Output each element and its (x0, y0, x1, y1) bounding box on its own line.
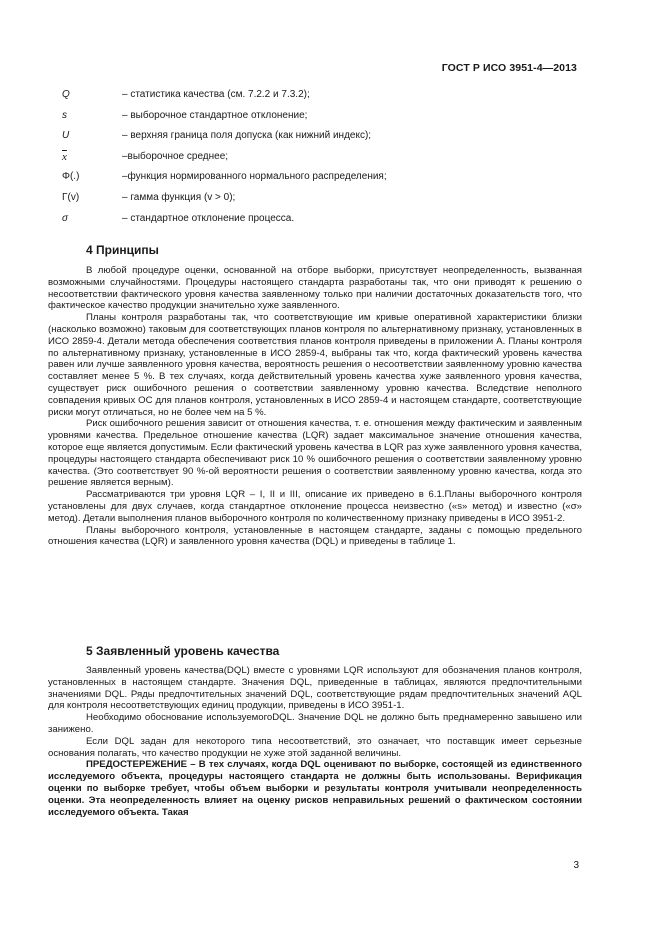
definition-description: – стандартное отклонение процесса. (122, 212, 295, 224)
paragraph: Если DQL задан для некоторого типа несоответствий, это означает, что поставщик имеет серьезные основания полагать, что качество продукции не хуже этой заданной величины. (48, 735, 582, 759)
definition-row (62, 150, 582, 171)
definition-description: –выборочное среднее; (122, 150, 229, 162)
definition-row (62, 109, 582, 130)
definition-symbol: s (62, 109, 67, 121)
definition-description: –функция нормированного нормального распределения; (122, 171, 387, 183)
section-4-title: 4 Принципы (86, 243, 159, 257)
section-5-body (48, 665, 582, 818)
paragraph: В любой процедуре оценки, основанной на отборе выборки, присутствует неопределенность, вызванная возможными случайностями. Процедуры настоящего стандарта разработаны так, что они приводят к решению о несоответствии фактического уровня качества заявленному только при наличии достаточных доказательств того, что фактическое качество продукции значительно хуже заявленного. (48, 265, 582, 312)
symbol-definitions-list (62, 88, 582, 232)
definition-row (62, 191, 582, 212)
paragraph: Заявленный уровень качества(DQL) вместе с уровнями LQR используют для обозначения планов контроля, установленных в настоящем стандарте. Значения DQL, приведенные в таблицах, являются предпочтительными значениями DQL. Ряды предпочтительных значений DQL, соответствующие рядам предпочтительных значений AQL для контроля несоответствующих единиц продукции, приведены в ИСО 3951-1. (48, 665, 582, 712)
definition-row (62, 170, 582, 191)
document-code-header: ГОСТ Р ИСО 3951-4—2013 (441, 62, 577, 74)
definition-description: – гамма функция (v > 0); (122, 191, 236, 203)
warning-paragraph: ПРЕДОСТЕРЕЖЕНИЕ – В тех случаях, когда DQL оценивают по выборке, состоящей из единственного исследуемого объекта, процедуры настоящего стандарта не должны быть использованы. Верификация оценки по выборке требует, чтобы объем выборки и результаты контроля учитывали неопределенность оценки. Эта неопределенность влияет на оценку рисков неправильных решений о фактическом состоянии исследуемого объекта. Такая (48, 759, 582, 818)
paragraph: Планы выборочного контроля, установленные в настоящем стандарте, заданы с помощью предельного отношения качества (LQR) и заявленного уровня качества (DQL) и приведены в таблице 1. (48, 524, 582, 548)
definition-symbol: Φ(.) (62, 171, 80, 183)
definition-row (62, 129, 582, 150)
definition-symbol: Γ(v) (62, 191, 80, 203)
definition-description: – верхняя граница поля допуска (как нижний индекс); (122, 130, 372, 142)
page-number: 3 (573, 860, 579, 871)
definition-row (62, 88, 582, 109)
paragraph: Планы контроля разработаны так, что соответствующие им кривые оперативной характеристики близки (насколько возможно) таковым для соответствующих планов контроля по альтернативному признаку, установленных в ИСО 2859-4. Детали метода обеспечения соответствия планов контроля приведены в приложении А. Планы контроля по альтернативному признаку, установленные в ИСО 2859-4, выбраны так что, когда фактический уровень качества равен или лучше заявленного уровня качества, вероятность решения о несоответствии заявленному уровню качества составляет менее 5 %. В тех случаях, когда действительный уровень качества хуже заявленного уровня качества, существует риск ошибочного решения о соответствии заявленному уровню качества. Вследствие неполного совпадения кривых ОС для планов контроля, установленных в ИСО 2859-4 и настоящем стандарте, соответствующие риски могут отличаться, но не более чем на 5 %. (48, 312, 582, 418)
section-5-title: 5 Заявленный уровень качества (86, 644, 280, 658)
definition-symbol: σ (62, 212, 69, 224)
paragraph: Рассматриваются три уровня LQR – I, II и III, описание их приведено в 6.1.Планы выборочного контроля установлены для двух случаев, когда стандартное отклонение процесса неизвестно («s» метод) и известно («σ» метод). Детали выполнения планов выборочного контроля по количественному признаку приведены в ИСО 3951-2. (48, 489, 582, 524)
paragraph: Риск ошибочного решения зависит от отношения качества, т. е. отношения между фактическим и заявленным уровнями качества. Предельное отношение качества (LQR) задает максимальное значение отношения качества, которое еще является допустимым. Если фактический уровень качества в LQR раз хуже заявленного уровня качества, процедуры настоящего стандарта обеспечивают риск 10 % ошибочного решения о соответствии заявленному уровню качества. (Это соответствует 90 %-ой вероятности решения о соответствии заявленному уровню качества, когда это решение является верным). (48, 418, 582, 489)
definition-description: – статистика качества (см. 7.2.2 и 7.3.2); (122, 89, 310, 100)
definition-symbol: $\overline{x}$ (62, 150, 67, 163)
definition-symbol: Q (62, 89, 70, 100)
definition-row (62, 212, 582, 233)
paragraph: Необходимо обоснование используемогоDQL. Значение DQL не должно быть преднамеренно завышено или занижено. (48, 712, 582, 735)
definition-description: – выборочное стандартное отклонение; (122, 109, 308, 121)
section-4-body (48, 265, 582, 548)
definition-symbol: U (62, 130, 70, 142)
